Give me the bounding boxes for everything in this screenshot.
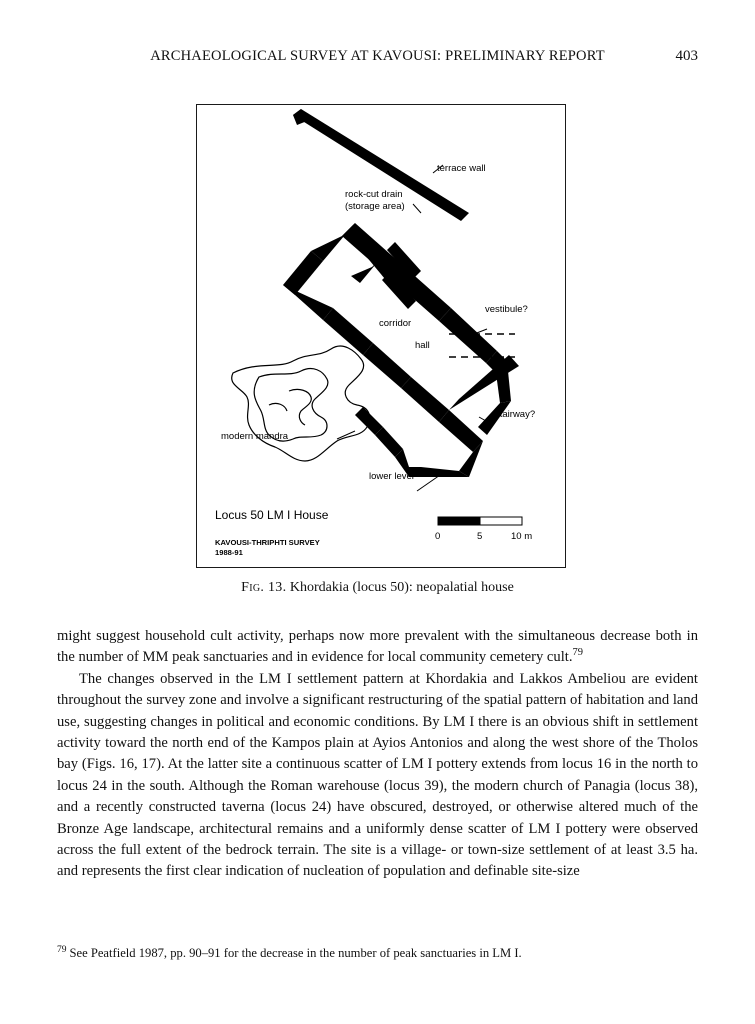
label-modern-mandra: modern mandra [221, 431, 289, 442]
modern-mandra-outline [232, 346, 370, 461]
label-rock-cut-drain-line2: (storage area) [345, 201, 405, 212]
label-terrace-wall: terrace wall [437, 163, 486, 174]
scale-tick-5: 5 [477, 531, 483, 542]
figure-caption [0, 580, 755, 596]
figure-caption-text: Khordakia (locus 50): neopalatial house [289, 580, 514, 595]
survey-credit-line-2: 1988-91 [215, 548, 243, 557]
footnote [57, 942, 698, 962]
running-head: ARCHAEOLOGICAL SURVEY AT KAVOUSI: PRELIMINARY REPORT [150, 48, 605, 64]
page-number: 403 [675, 48, 698, 64]
house-plan-drawing [197, 105, 563, 565]
survey-credit-line-1: KAVOUSI-THRIPHTI SURVEY [215, 538, 320, 547]
label-corridor: corridor [379, 318, 412, 329]
house-walls [283, 223, 519, 477]
paragraph-1 [57, 626, 698, 669]
label-vestibule: vestibule? [485, 304, 528, 315]
rock-cut-drain-shape [410, 182, 465, 219]
footnote-text: See Peatfield 1987, pp. 90–91 for the decrease in the number of peak sanctuaries in LM I. [69, 946, 522, 961]
plan-title: Locus 50 LM I House [215, 508, 329, 522]
scale-tick-0: 0 [435, 531, 441, 542]
figure-caption-label: Fig. 13. [241, 580, 287, 595]
scale-bar [435, 517, 532, 542]
footnote-number: 79 [57, 945, 67, 955]
label-hall: hall [415, 340, 430, 351]
label-stairway: stairway? [495, 409, 536, 420]
label-rock-cut-drain-line1: rock-cut drain [345, 189, 403, 200]
body-text [57, 626, 698, 883]
scale-tick-10: 10 m [511, 531, 533, 542]
paragraph-1-text: might suggest household cult activity, perhaps now more prevalent with the simultaneous decrease both in the number of MM peak sanctuaries and in evidence for local community cemetery cult. [57, 628, 698, 666]
figure-plan [196, 104, 566, 568]
footnote-ref-79: 79 [572, 647, 583, 659]
label-lower-level: lower level [369, 471, 414, 482]
paragraph-2: The changes observed in the LM I settlement pattern at Khordakia and Lakkos Ambeliou are evident throughout the survey zone and involve a significant restructuring of the spatial pattern of habitation and land use, suggesting changes in political and economic conditions. By LM I there is an obvious shift in settlement activity toward the north end of the Kampos plain at Ayios Antonios and along the west shore of the Tholos bay (Figs. 16, 17). At the latter site a continuous scatter of LM I pottery extends from locus 16 in the north to locus 24 in the south. Although the Roman warehouse (locus 39), the modern church of Panagia (locus 38), and a recently constructed taverna (locus 24) have obscured, destroyed, or otherwise altered much of the Bronze Age landscape, architectural remains and a uniformly dense scatter of LM I pottery were observed across the full extent of the bedrock terrain. The site is a village- or town-size settlement of at least 3.5 ha. and represents the first clear indication of nucleation of population and definable site-size [57, 670, 698, 880]
